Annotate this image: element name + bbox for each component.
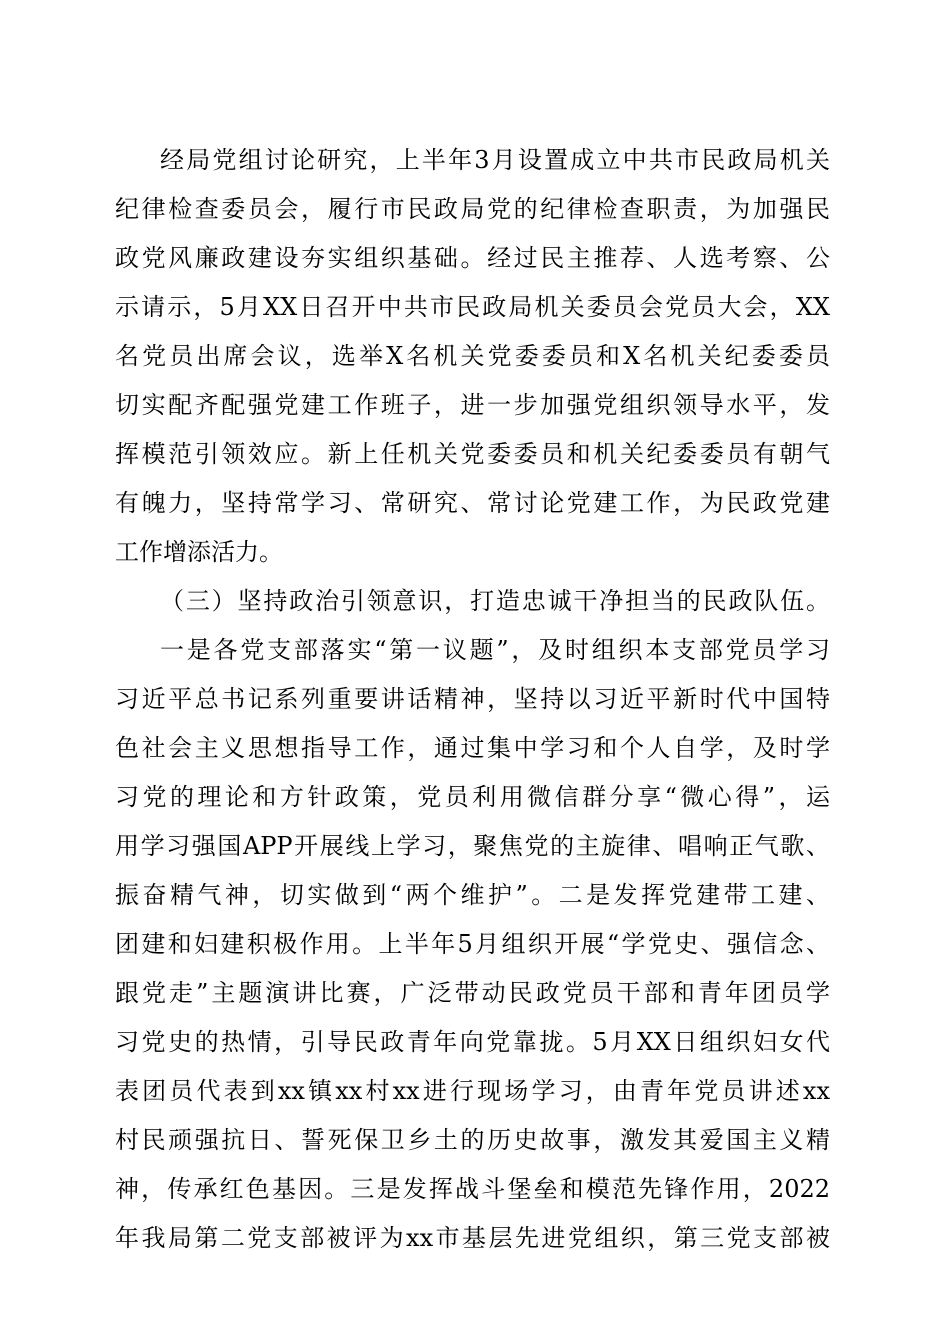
paragraph-line: 神，传承红色基因。三是发挥战斗堡垒和模范先锋作用，2022 <box>115 1175 830 1203</box>
paragraph-political-leadership <box>115 626 830 1263</box>
paragraph-line: 有魄力，坚持常学习、常研究、常讨论党建工作，为民政党建 <box>115 489 830 517</box>
paragraph-line: 用学习强国APP开展线上学习，聚焦党的主旋律、唱响正气歌、 <box>115 832 830 860</box>
paragraph-line: 习党史的热情，引导民政青年向党靠拢。5月XX日组织妇女代 <box>115 1028 830 1056</box>
section-heading <box>115 577 830 626</box>
paragraph-line: 村民顽强抗日、誓死保卫乡土的历史故事，激发其爱国主义精 <box>115 1126 830 1154</box>
paragraph-line: 色社会主义思想指导工作，通过集中学习和个人自学，及时学 <box>115 734 830 762</box>
paragraph-line: 习近平总书记系列重要讲话精神，坚持以习近平新时代中国特 <box>115 685 830 713</box>
paragraph-line: 跟党走”主题演讲比赛，广泛带动民政党员干部和青年团员学 <box>115 979 830 1007</box>
paragraph-discipline-committee <box>115 136 830 577</box>
paragraph-line: 切实配齐配强党建工作班子，进一步加强党组织领导水平，发 <box>115 391 830 419</box>
paragraph-line: 经局党组讨论研究，上半年3月设置成立中共市民政局机关 <box>160 146 830 174</box>
paragraph-line: 习党的理论和方针政策，党员利用微信群分享“微心得”，运 <box>115 783 830 811</box>
paragraph-line: 政党风廉政建设夯实组织基础。经过民主推荐、人选考察、公 <box>115 244 830 272</box>
paragraph-line: 示请示，5月XX日召开中共市民政局机关委员会党员大会，XX <box>115 293 830 321</box>
paragraph-line: 团建和妇建积极作用。上半年5月组织开展“学党史、强信念、 <box>115 930 830 958</box>
section-heading-text: （三）坚持政治引领意识，打造忠诚干净担当的民政队伍。 <box>160 587 830 615</box>
paragraph-line: 挥模范引领效应。新上任机关党委委员和机关纪委委员有朝气 <box>115 440 830 468</box>
paragraph-line: 工作增添活力。 <box>115 538 283 566</box>
paragraph-line: 一是各党支部落实“第一议题”，及时组织本支部党员学习 <box>160 636 830 664</box>
document-body <box>115 136 830 1263</box>
paragraph-line: 名党员出席会议，选举X名机关党委委员和X名机关纪委委员 <box>115 342 830 370</box>
paragraph-line: 年我局第二党支部被评为xx市基层先进党组织，第三党支部被 <box>115 1224 830 1252</box>
paragraph-line: 振奋精气神，切实做到“两个维护”。二是发挥党建带工建、 <box>115 881 830 909</box>
paragraph-line: 表团员代表到xx镇xx村xx进行现场学习，由青年党员讲述xx <box>115 1077 830 1105</box>
paragraph-line: 纪律检查委员会，履行市民政局党的纪律检查职责，为加强民 <box>115 195 830 223</box>
